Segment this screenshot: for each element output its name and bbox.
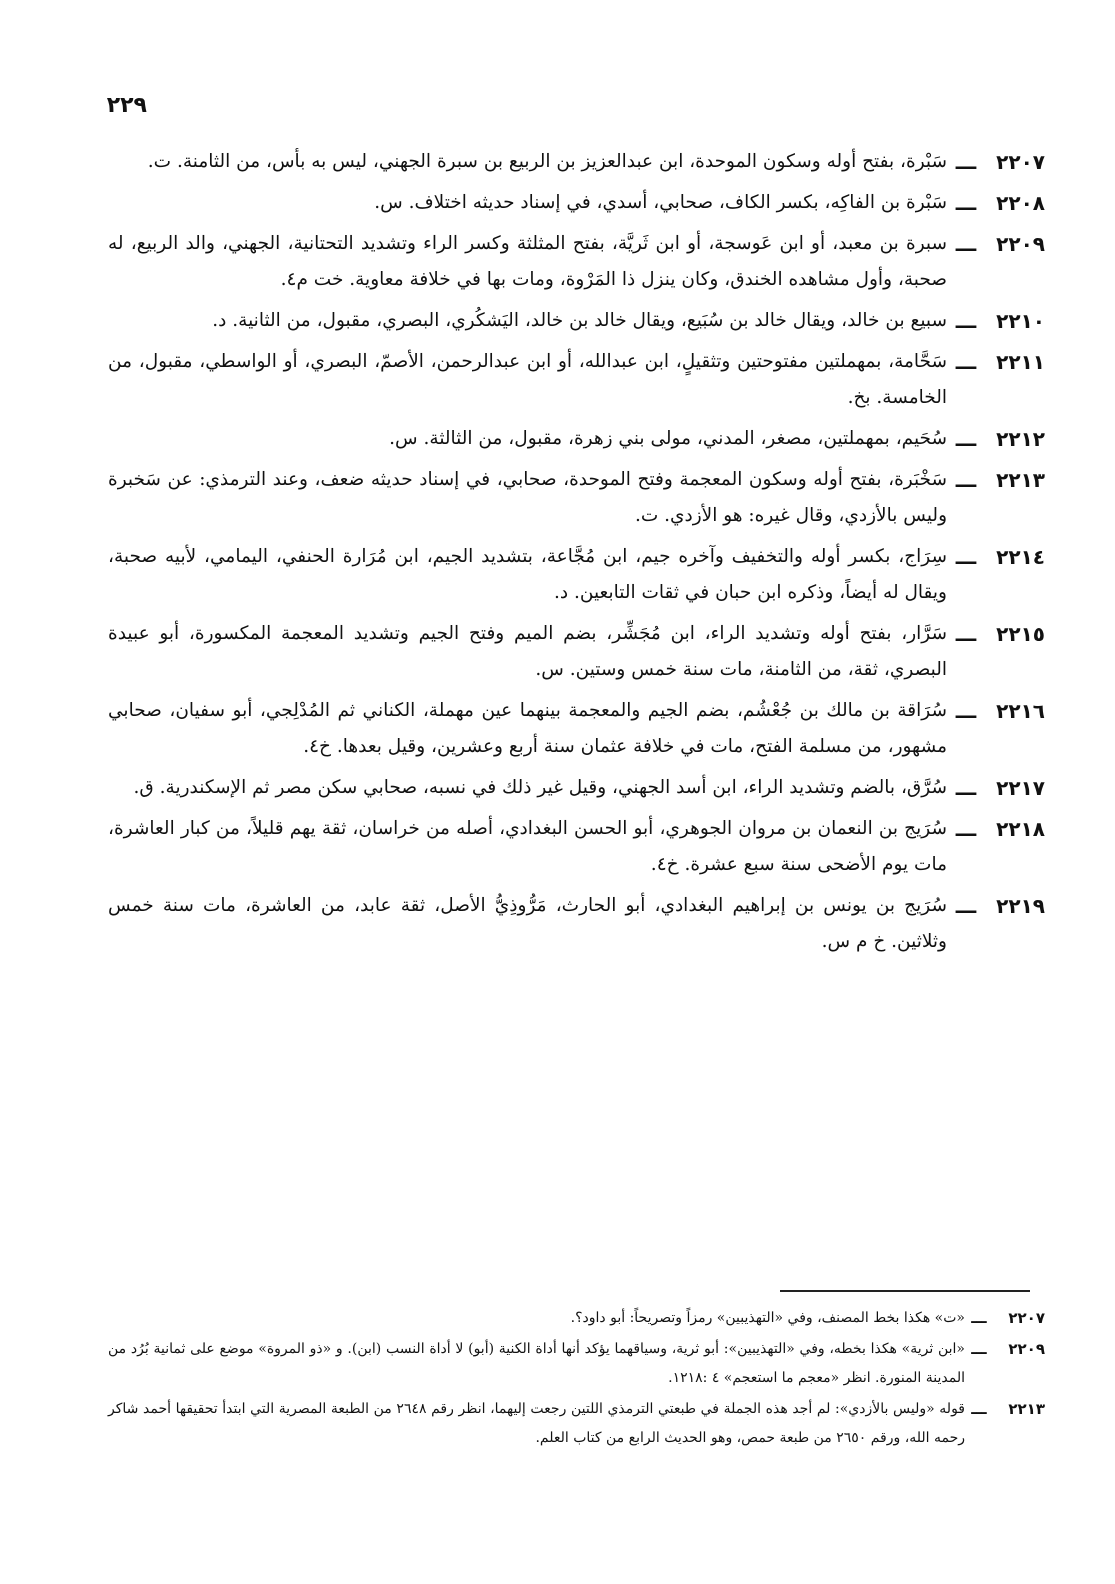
dash-separator: ـــ [971,1309,987,1327]
entry-text: سُرَاقة بن مالك بن جُعْشُم، بضم الجيم والمعجمة بينهما عين مهملة، الكناني ثم المُدْلِجي، أبو سفيان، صحابي مشهور، من مسلمة الفتح، مات في خلافة عثمان سنة أربع وعشرين، وقيل بعدها. خ٤. [108,700,947,757]
dash-separator: ـــ [955,622,977,646]
biography-entry [108,888,1045,960]
entry-text: سُرَّق، بالضم وتشديد الراء، ابن أسد الجهني، وقيل غير ذلك في نسبه، صحابي سكن مصر ثم الإسكندرية. ق. [133,777,947,798]
footnote [108,1395,1045,1453]
biography-entries [108,144,1045,965]
dash-separator: ـــ [955,427,977,451]
entry-number: ٢٢١٢ [996,427,1045,451]
footnote-number: ٢٢٠٧ [1008,1309,1045,1327]
entry-number: ٢٢١٠ [996,309,1045,333]
footnote-separator-line [780,1290,1030,1292]
entry-text: سَبْرة، بفتح أوله وسكون الموحدة، ابن عبدالعزيز بن الربيع بن سبرة الجهني، ليس به بأس، من الثامنة. ت. [147,151,947,172]
dash-separator: ـــ [955,776,977,800]
entry-text: سَحَّامة، بمهملتين مفتوحتين وتثقيلٍ، ابن عبدالله، أو ابن عبدالرحمن، الأصمّ، البصري، أو الواسطي، مقبول، من الخامسة. بخ. [108,351,947,408]
entry-number: ٢٢١٥ [996,622,1045,646]
entry-number: ٢٢٠٩ [996,232,1045,256]
biography-entry [108,303,1045,339]
biography-entry [108,185,1045,221]
dash-separator: ـــ [971,1340,987,1358]
dash-separator: ـــ [955,545,977,569]
entry-text: سبيع بن خالد، ويقال خالد بن سُبَيع، ويقال خالد بن خالد، اليَشكُري، البصري، مقبول، من الثانية. د. [212,310,947,331]
biography-entry [108,539,1045,611]
biography-entry [108,811,1045,883]
dash-separator: ـــ [955,894,977,918]
dash-separator: ـــ [955,699,977,723]
biography-entry [108,421,1045,457]
biography-entry [108,144,1045,180]
entry-text: سُرَيج بن النعمان بن مروان الجوهري، أبو الحسن البغدادي، أصله من خراسان، ثقة يهم قليلاً، من كبار العاشرة، مات يوم الأضحى سنة سبع عشرة. خ٤. [108,818,947,875]
entry-text: سِرَاج، بكسر أوله والتخفيف وآخره جيم، ابن مُجَّاعة، بتشديد الجيم، ابن مُرَارة الحنفي، اليمامي، لأبيه صحبة، ويقال له أيضاً، وذكره ابن حبان في ثقات التابعين. د. [108,546,947,603]
entry-number: ٢٢١٩ [996,894,1045,918]
biography-entry [108,462,1045,534]
biography-entry [108,226,1045,298]
dash-separator: ـــ [955,150,977,174]
entry-number: ٢٢١٧ [996,776,1045,800]
entry-text: سُرَيج بن يونس بن إبراهيم البغدادي، أبو الحارث، مَرُّوذِيُّ الأصل، ثقة عابد، من العاشرة، مات سنة خمس وثلاثين. خ م س. [108,895,947,952]
footnote-number: ٢٢٠٩ [1008,1340,1045,1358]
footnote-text: «ت» هكذا بخط المصنف، وفي «التهذيبين» رمزاً وتصريحاً: أبو داود؟. [570,1310,965,1326]
entry-number: ٢٢١٨ [996,817,1045,841]
dash-separator: ـــ [955,309,977,333]
footnote-number: ٢٢١٣ [1008,1400,1045,1418]
entry-text: سَخْبَرة، بفتح أوله وسكون المعجمة وفتح الموحدة، صحابي، في إسناد حديثه ضعف، وعند الترمذي: عن سَخبرة وليس بالأزدي، وقال غيره: هو الأزدي. ت. [108,469,947,526]
dash-separator: ـــ [955,468,977,492]
biography-entry [108,770,1045,806]
page-number: ٢٢٩ [106,93,147,118]
footnote-text: «ابن ثرية» هكذا بخطه، وفي «التهذيبين»: أبو ثرية، وسياقهما يؤكد أنها أداة الكنية (أبو) لا أداة النسب (ابن). و «ذو المروة» موضع على ثمانية بُرُد من المدينة المنورة. انظر «معجم ما استعجم» ٤ :١٢١٨. [108,1341,965,1386]
dash-separator: ـــ [955,191,977,215]
entry-number: ٢٢١٤ [996,545,1045,569]
footnote [108,1304,1045,1333]
biography-entry [108,344,1045,416]
entry-number: ٢٢٠٧ [996,150,1045,174]
footnote [108,1335,1045,1393]
dash-separator: ـــ [955,350,977,374]
entry-number: ٢٢١١ [996,350,1045,374]
entry-text: سُحَيم، بمهملتين، مصغر، المدني، مولى بني زهرة، مقبول، من الثالثة. س. [389,428,947,449]
entry-number: ٢٢٠٨ [996,191,1045,215]
entry-text: سبرة بن معبد، أو ابن عَوسجة، أو ابن ثَريَّة، بفتح المثلثة وكسر الراء وتشديد التحتانية، الجهني، والد الربيع، له صحبة، وأول مشاهده الخندق، وكان ينزل ذا المَرْوة، ومات بها في خلافة معاوية. خت م٤. [108,233,947,290]
dash-separator: ـــ [955,817,977,841]
footnote-text: قوله «وليس بالأزدي»: لم أجد هذه الجملة في طبعتي الترمذي اللتين رجعت إليهما، انظر رقم ٢٦٤٨ من الطبعة المصرية التي ابتدأ تحقيقها أحمد شاكر رحمه الله، ورقم ٢٦٥٠ من طبعة حمص، وهو الحديث الرابع من كتاب العلم. [108,1401,965,1446]
biography-entry [108,616,1045,688]
entry-number: ٢٢١٦ [996,699,1045,723]
entry-text: سَبْرة بن الفاكِه، بكسر الكاف، صحابي، أسدي، في إسناد حديثه اختلاف. س. [374,192,947,213]
dash-separator: ـــ [971,1400,987,1418]
biography-entry [108,693,1045,765]
footnotes [108,1304,1045,1455]
dash-separator: ـــ [955,232,977,256]
entry-text: سَرَّار، بفتح أوله وتشديد الراء، ابن مُجَشِّر، بضم الميم وفتح الجيم وتشديد المعجمة المكسورة، أبو عبيدة البصري، ثقة، من الثامنة، مات سنة خمس وستين. س. [108,623,947,680]
entry-number: ٢٢١٣ [996,468,1045,492]
